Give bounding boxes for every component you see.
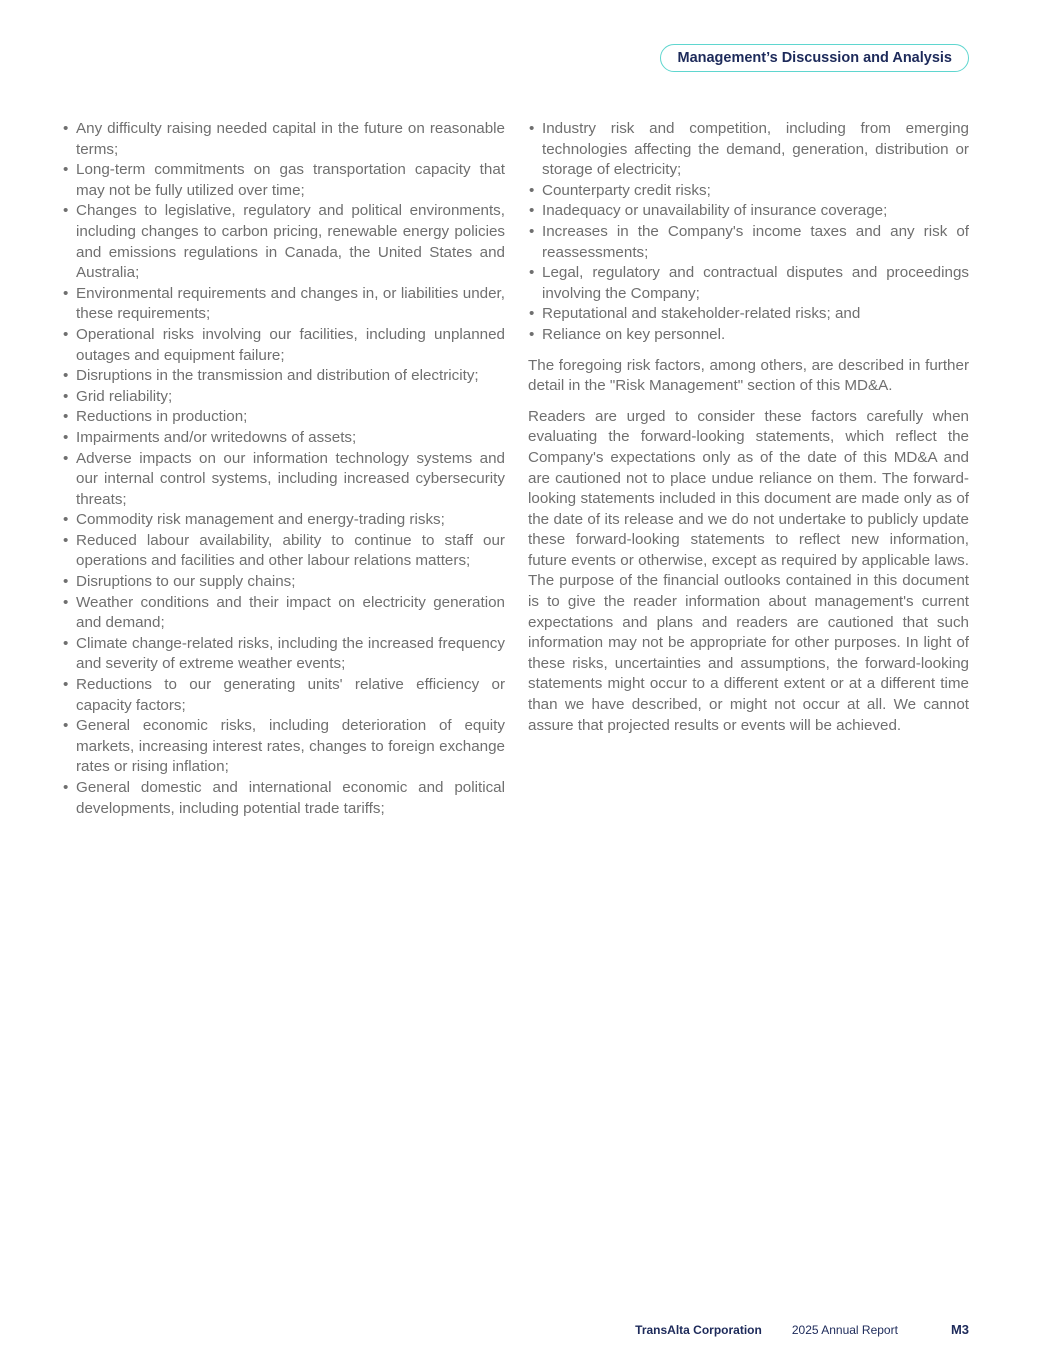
list-item: • Inadequacy or unavailability of insurance coverage; <box>528 201 969 222</box>
section-title: Management’s Discussion and Analysis <box>677 50 952 66</box>
left-column <box>62 119 505 819</box>
list-item: • Long-term commitments on gas transportation capacity that may not be fully utilized over time; <box>62 160 505 201</box>
risk-factor-list-left <box>62 119 505 819</box>
list-item: • Any difficulty raising needed capital in the future on reasonable terms; <box>62 119 505 160</box>
list-item: • Reductions in production; <box>62 407 505 428</box>
list-item: • Commodity risk management and energy-trading risks; <box>62 510 505 531</box>
risk-factors-summary-paragraph: The foregoing risk factors, among others, are described in further detail in the "Risk Management" section of this MD&A. <box>528 356 969 395</box>
list-item: • Adverse impacts on our information technology systems and our internal control systems, including increased cybersecurity threats; <box>62 449 505 511</box>
list-item: • Weather conditions and their impact on electricity generation and demand; <box>62 593 505 634</box>
list-item: • Disruptions to our supply chains; <box>62 572 505 593</box>
list-item: • Reputational and stakeholder-related risks; and <box>528 304 969 325</box>
list-item: • Impairments and/or writedowns of assets; <box>62 428 505 449</box>
forward-looking-statements-paragraph: Readers are urged to consider these factors carefully when evaluating the forward-looking statements, which reflect the Company's expectations only as of the date of this MD&A and are cautioned not to place undue reliance on them. The forward-looking statements included in this document are made only as of the date of its release and we do not undertake to publicly update these forward-looking statements to reflect new information, future events or otherwise, except as required by applicable laws. The purpose of the financial outlooks contained in this document is to give the reader information about management's current expectations and plans and readers are cautioned that such information may not be appropriate for other purposes. In light of these risks, uncertainties and assumptions, the forward-looking statements might occur to a different extent or at a different time than we have described, or might not occur at all. We cannot assure that projected results or events will be achieved. <box>528 407 969 734</box>
list-item: • Climate change-related risks, including the increased frequency and severity of extreme weather events; <box>62 634 505 675</box>
list-item: • Environmental requirements and changes in, or liabilities under, these requirements; <box>62 284 505 325</box>
list-item: • Counterparty credit risks; <box>528 181 969 202</box>
page-footer <box>635 1322 969 1337</box>
footer-company: TransAlta Corporation <box>635 1322 762 1337</box>
list-item: • Legal, regulatory and contractual disputes and proceedings involving the Company; <box>528 263 969 304</box>
list-item: • Disruptions in the transmission and distribution of electricity; <box>62 366 505 387</box>
list-item: • Industry risk and competition, including from emerging technologies affecting the demand, generation, distribution or storage of electricity; <box>528 119 969 181</box>
list-item: • Grid reliability; <box>62 387 505 408</box>
list-item: • Reliance on key personnel. <box>528 325 969 346</box>
list-item: • Increases in the Company's income taxes and any risk of reassessments; <box>528 222 969 263</box>
list-item: • Reduced labour availability, ability to continue to staff our operations and facilities and other labour relations matters; <box>62 531 505 572</box>
page-number: M3 <box>950 1322 969 1337</box>
section-title-badge <box>660 44 969 72</box>
list-item: • General domestic and international economic and political developments, including potential trade tariffs; <box>62 778 505 819</box>
risk-factor-list-right <box>528 119 969 346</box>
footer-report-title: 2025 Annual Report <box>791 1322 898 1337</box>
right-column <box>528 119 969 736</box>
list-item: • Operational risks involving our facilities, including unplanned outages and equipment failure; <box>62 325 505 366</box>
list-item: • General economic risks, including deterioration of equity markets, increasing interest rates, changes to foreign exchange rates or rising inflation; <box>62 716 505 778</box>
list-item: • Changes to legislative, regulatory and political environments, including changes to carbon pricing, renewable energy policies and emissions regulations in Canada, the United States and Australia; <box>62 201 505 283</box>
list-item: • Reductions to our generating units' relative efficiency or capacity factors; <box>62 675 505 716</box>
